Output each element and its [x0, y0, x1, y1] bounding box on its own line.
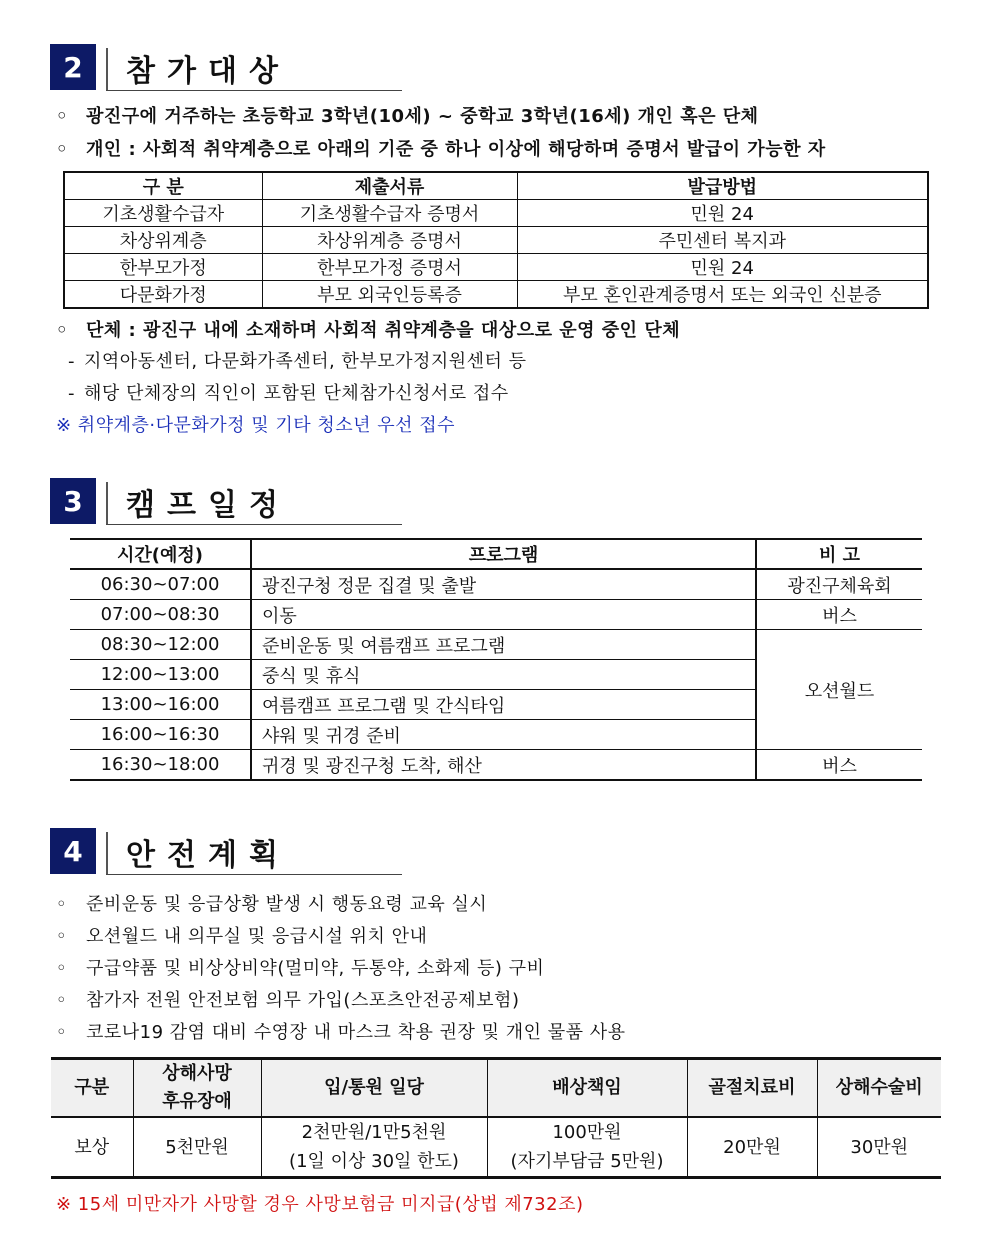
note-cell: 버스 [756, 750, 922, 781]
program-cell: 귀경 및 광진구청 도착, 해산 [251, 750, 756, 781]
bullet-line [56, 316, 680, 342]
dash-mark: - [68, 351, 75, 372]
program-cell: 중식 및 휴식 [251, 660, 756, 690]
program-cell: 이동 [251, 600, 756, 630]
table-row [51, 1117, 941, 1178]
section-header-3 [50, 478, 402, 526]
bullet-mark: ◦ [56, 990, 68, 1011]
table-cell: 차상위계층 증명서 [262, 227, 517, 254]
column-header: 프로그램 [251, 539, 756, 569]
table-cell: 다문화가정 [64, 281, 262, 309]
bullet-text: 단체 : 광진구 내에 소재하며 사회적 취약계층을 대상으로 운영 중인 단체 [86, 320, 681, 341]
bullet-line [56, 890, 487, 916]
bullet-line [56, 135, 826, 161]
bullet-line [56, 954, 544, 980]
bullet-text: 개인 : 사회적 취약계층으로 아래의 기준 중 하나 이상에 해당하며 증명서 발급이 가능한 자 [86, 139, 826, 160]
column-header: 제출서류 [262, 172, 517, 200]
sub-line [56, 347, 527, 373]
table-cell: 20만원 [687, 1117, 817, 1178]
table-cell: 한부모가정 [64, 254, 262, 281]
divider [106, 48, 108, 90]
time-cell: 07:00~08:30 [70, 600, 251, 630]
column-header: 시간(예정) [70, 539, 251, 569]
priority-note: ※ 취약계층·다문화가정 및 기타 청소년 우선 접수 [56, 415, 456, 436]
table-cell: 보상 [51, 1117, 133, 1178]
table-header-row [70, 539, 922, 569]
column-header: 입/통원 일당 [261, 1059, 487, 1118]
note-cell: 버스 [756, 600, 922, 630]
program-cell: 준비운동 및 여름캠프 프로그램 [251, 630, 756, 660]
table-cell: 부모 외국인등록증 [262, 281, 517, 309]
sub-text: 지역아동센터, 다문화가족센터, 한부모가정지원센터 등 [84, 351, 527, 372]
column-header: 골절치료비 [687, 1059, 817, 1118]
column-header [133, 1059, 261, 1118]
bullet-mark: ◦ [56, 1022, 68, 1043]
insurance-note: ※ 15세 미만자가 사망할 경우 사망보험금 미지급(상법 제732조) [56, 1194, 584, 1215]
sub-text: 해당 단체장의 직인이 포함된 단체참가신청서로 접수 [84, 383, 509, 404]
table-header-row [64, 172, 928, 200]
dash-mark: - [68, 383, 75, 404]
divider [106, 832, 108, 874]
underline [106, 90, 402, 91]
table-header-row [51, 1059, 941, 1118]
table-cell: 민원 24 [517, 254, 928, 281]
bullet-text: 광진구에 거주하는 초등학교 3학년(10세) ~ 중학교 3학년(16세) 개인 혹은 단체 [86, 106, 759, 127]
bullet-text: 구급약품 및 비상상비약(멀미약, 두통약, 소화제 등) 구비 [86, 958, 545, 979]
cell-line: (자기부담금 5만원) [510, 1151, 664, 1172]
bullet-line [56, 1018, 626, 1044]
bullet-text: 참가자 전원 안전보험 의무 가입(스포츠안전공제보험) [86, 990, 520, 1011]
bullet-line [56, 102, 759, 128]
table-row [64, 200, 928, 227]
table-row [70, 630, 922, 660]
table-cell [487, 1117, 687, 1178]
cell-line: 100만원 [552, 1122, 622, 1143]
header-line: 후유장애 [162, 1091, 232, 1112]
bullet-line [56, 922, 427, 948]
cell-line: 2천만원/1만5천원 [301, 1122, 447, 1143]
table-cell: 기초생활수급자 [64, 200, 262, 227]
section-title: 참가대상 [126, 54, 290, 89]
column-header: 비 고 [756, 539, 922, 569]
eligibility-table [63, 171, 929, 309]
table-cell: 차상위계층 [64, 227, 262, 254]
column-header: 구 분 [64, 172, 262, 200]
note-cell: 광진구체육회 [756, 569, 922, 600]
table-cell: 부모 혼인관계증명서 또는 외국인 신분증 [517, 281, 928, 309]
column-header: 구분 [51, 1059, 133, 1118]
table-cell: 5천만원 [133, 1117, 261, 1178]
bullet-text: 오션월드 내 의무실 및 응급시설 위치 안내 [86, 926, 428, 947]
column-header: 발급방법 [517, 172, 928, 200]
table-row [64, 281, 928, 309]
underline [106, 524, 402, 525]
section-number: 4 [50, 828, 96, 874]
table-cell: 기초생활수급자 증명서 [262, 200, 517, 227]
note-cell: 오션월드 [756, 630, 922, 750]
column-header: 상해수술비 [817, 1059, 941, 1118]
bullet-mark: ◦ [56, 139, 69, 160]
bullet-mark: ◦ [56, 926, 68, 947]
bullet-mark: ◦ [56, 894, 68, 915]
table-cell: 한부모가정 증명서 [262, 254, 517, 281]
bullet-mark: ◦ [56, 320, 69, 341]
insurance-table [51, 1057, 941, 1179]
table-cell: 민원 24 [517, 200, 928, 227]
bullet-mark: ◦ [56, 958, 68, 979]
program-cell: 샤워 및 귀경 준비 [251, 720, 756, 750]
column-header: 배상책임 [487, 1059, 687, 1118]
time-cell: 08:30~12:00 [70, 630, 251, 660]
section-title: 안전계획 [126, 838, 290, 873]
time-cell: 16:00~16:30 [70, 720, 251, 750]
section-header-2 [50, 44, 402, 92]
schedule-table [70, 538, 922, 781]
table-row [64, 227, 928, 254]
section-header-4 [50, 828, 402, 876]
bullet-text: 준비운동 및 응급상황 발생 시 행동요령 교육 실시 [86, 894, 488, 915]
time-cell: 13:00~16:00 [70, 690, 251, 720]
section-title: 캠프일정 [126, 488, 290, 523]
bullet-text: 코로나19 감염 대비 수영장 내 마스크 착용 권장 및 개인 물품 사용 [86, 1022, 626, 1043]
cell-line: (1일 이상 30일 한도) [289, 1151, 459, 1172]
program-cell: 광진구청 정문 집결 및 출발 [251, 569, 756, 600]
section-number: 3 [50, 478, 96, 524]
underline [106, 874, 402, 875]
header-line: 상해사망 [162, 1063, 232, 1084]
table-row [64, 254, 928, 281]
table-row [70, 600, 922, 630]
section-number: 2 [50, 44, 96, 90]
table-row [70, 750, 922, 781]
table-row [70, 569, 922, 600]
divider [106, 482, 108, 524]
time-cell: 16:30~18:00 [70, 750, 251, 781]
time-cell: 12:00~13:00 [70, 660, 251, 690]
bullet-line [56, 986, 519, 1012]
table-cell [261, 1117, 487, 1178]
table-cell: 주민센터 복지과 [517, 227, 928, 254]
sub-line [56, 379, 509, 405]
bullet-mark: ◦ [56, 106, 69, 127]
time-cell: 06:30~07:00 [70, 569, 251, 600]
table-cell: 30만원 [850, 1136, 909, 1158]
program-cell: 여름캠프 프로그램 및 간식타임 [251, 690, 756, 720]
